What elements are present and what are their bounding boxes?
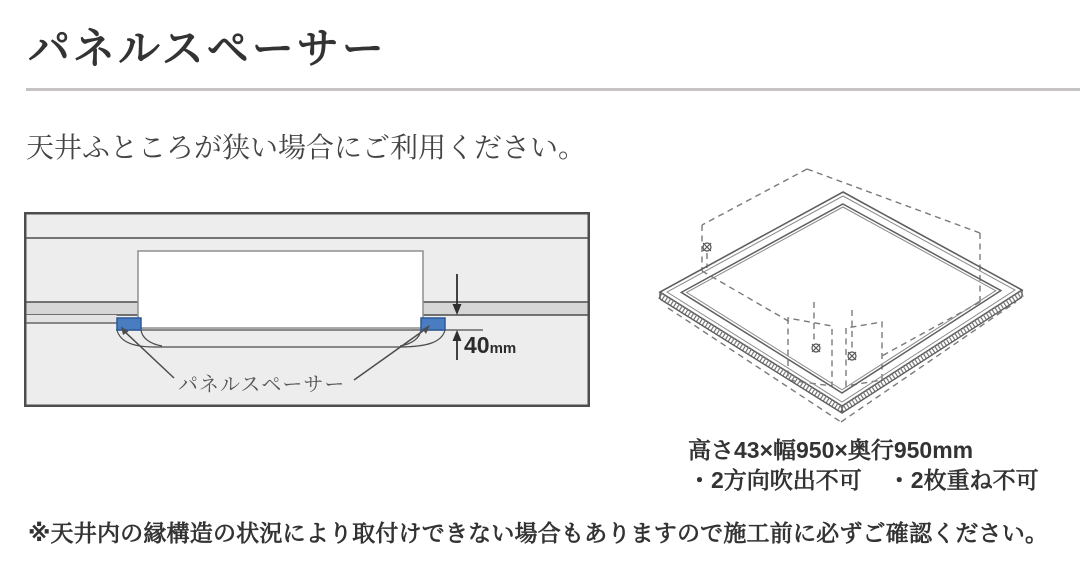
screw-icons <box>703 243 856 360</box>
dimension-label <box>464 332 516 359</box>
restriction-note-1: ・2方向吹出不可 <box>688 467 862 493</box>
restriction-notes <box>688 466 1039 494</box>
panel-spacer-label: パネルスペーサー <box>178 374 346 396</box>
panel-spacer-isometric-figure <box>628 150 1052 442</box>
panel-spacer-left <box>117 318 141 330</box>
frame-edges <box>660 192 1022 406</box>
size-text: 高さ43×幅950×奥行950mm <box>688 437 974 463</box>
page-subtitle: 天井ふところが狭い場合にご利用ください。 <box>26 132 587 163</box>
title-divider <box>26 88 1080 91</box>
ceiling-board-right <box>423 302 588 315</box>
indoor-unit-body <box>138 251 423 328</box>
restriction-note-2: ・2枚重ね不可 <box>887 467 1039 493</box>
page-title: パネルスペーサー <box>28 25 387 72</box>
panel-spacer-isometric-drawing <box>628 150 1052 442</box>
footnote: ※天井内の縁構造の状況により取付けできない場合もありますので施工前に必ずご確認ください。 <box>28 520 1049 546</box>
isometric-caption <box>688 436 1039 494</box>
dimension-value: 40 <box>464 332 490 358</box>
dimension-unit: mm <box>489 340 517 357</box>
